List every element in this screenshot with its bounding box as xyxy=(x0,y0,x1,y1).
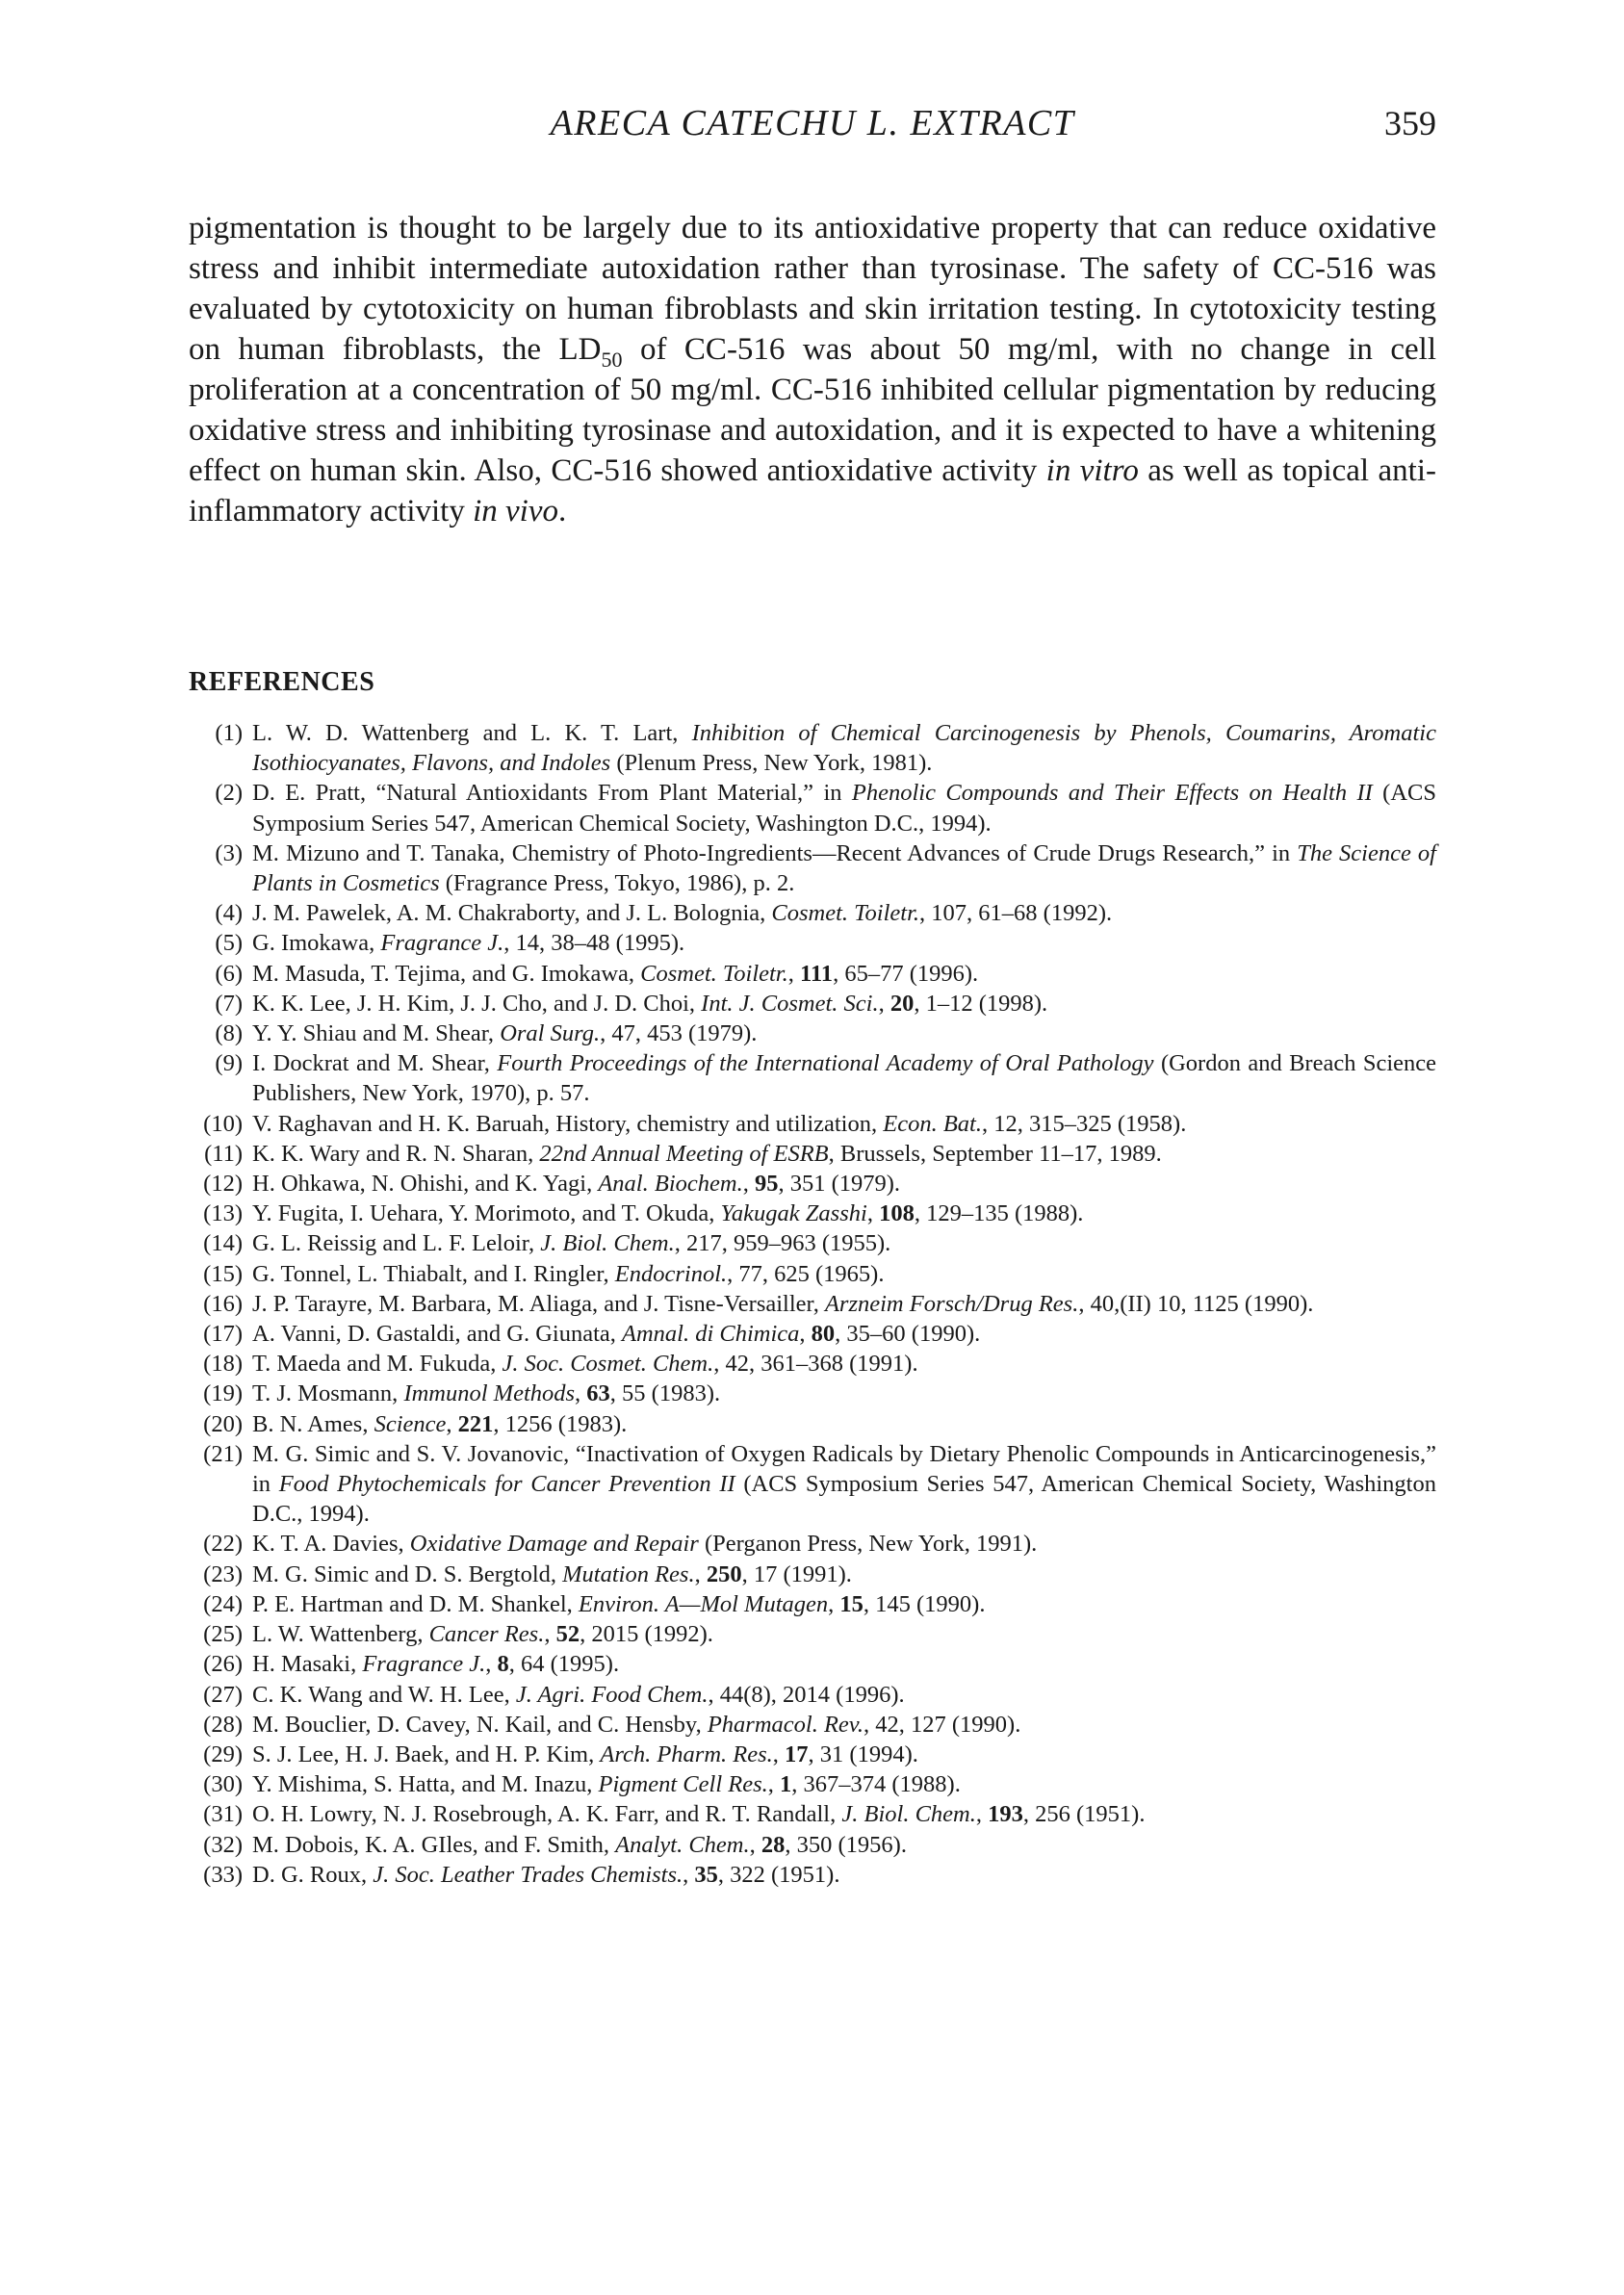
reference-text: M. Dobois, K. A. GIles, and F. Smith, Analyt. Chem., 28, 350 (1956). xyxy=(252,1831,907,1858)
reference-item xyxy=(189,928,1436,958)
reference-text: P. E. Hartman and D. M. Shankel, Environ. A—Mol Mutagen, 15, 145 (1990). xyxy=(252,1590,986,1617)
reference-number: (23) xyxy=(203,1560,243,1587)
reference-number: (32) xyxy=(203,1831,243,1858)
reference-item xyxy=(189,1289,1436,1319)
reference-text: T. Maeda and M. Fukuda, J. Soc. Cosmet. Chem., 42, 361–368 (1991). xyxy=(252,1351,918,1378)
reference-item xyxy=(189,1349,1436,1379)
reference-number: (16) xyxy=(203,1290,243,1317)
reference-text: L. W. Wattenberg, Cancer Res., 52, 2015 (1992). xyxy=(252,1621,713,1648)
reference-text: I. Dockrat and M. Shear, Fourth Proceedings of the International Academy of Oral Pathology (Gordon and Breach Science Publishers, New York, 1970), p. 57. xyxy=(252,1050,1436,1107)
reference-text: H. Masaki, Fragrance J., 8, 64 (1995). xyxy=(252,1651,620,1678)
reference-number: (12) xyxy=(203,1171,243,1198)
reference-text: M. Masuda, T. Tejima, and G. Imokawa, Cosmet. Toiletr., 111, 65–77 (1996). xyxy=(252,960,979,987)
reference-text: M. Mizuno and T. Tanaka, Chemistry of Photo-Ingredients—Recent Advances of Crude Drugs Research,” in The Science of Plants in Cosmetics (Fragrance Press, Tokyo, 1986), p. 2. xyxy=(252,839,1436,897)
reference-text: D. E. Pratt, “Natural Antioxidants From Plant Material,” in Phenolic Compounds and Their Effects on Health II (ACS Symposium Series 547, American Chemical Society, Washington D.C., 1994). xyxy=(252,780,1436,837)
reference-item xyxy=(189,1710,1436,1740)
reference-number: (10) xyxy=(203,1110,243,1137)
reference-item xyxy=(189,718,1436,778)
reference-list xyxy=(189,718,1436,1890)
reference-item xyxy=(189,1019,1436,1048)
reference-item xyxy=(189,1139,1436,1169)
reference-item xyxy=(189,989,1436,1019)
reference-text: B. N. Ames, Science, 221, 1256 (1983). xyxy=(252,1410,628,1437)
reference-number: (11) xyxy=(204,1140,243,1167)
reference-item xyxy=(189,1740,1436,1769)
reference-text: K. K. Wary and R. N. Sharan, 22nd Annual Meeting of ESRB, Brussels, September 11–17, 1989. xyxy=(252,1140,1162,1167)
reference-text: Y. Fugita, I. Uehara, Y. Morimoto, and T. Okuda, Yakugak Zasshi, 108, 129–135 (1988). xyxy=(252,1200,1084,1227)
reference-item xyxy=(189,1379,1436,1408)
reference-number: (25) xyxy=(203,1621,243,1648)
reference-item xyxy=(189,778,1436,838)
reference-number: (9) xyxy=(215,1050,243,1077)
reference-item xyxy=(189,1259,1436,1289)
reference-number: (18) xyxy=(203,1351,243,1378)
reference-text: L. W. D. Wattenberg and L. K. T. Lart, Inhibition of Chemical Carcinogenesis by Phenols, Coumarins, Aromatic Isothiocyanates, Flavons, and Indoles (Plenum Press, New York, 1981). xyxy=(252,720,1436,777)
running-title: ARECA CATECHU L. EXTRACT xyxy=(550,103,1075,143)
reference-text: J. M. Pawelek, A. M. Chakraborty, and J. L. Bolognia, Cosmet. Toiletr., 107, 61–68 (1992). xyxy=(252,900,1113,927)
body-paragraph-text: pigmentation is thought to be largely due to its antioxidative property that can reduce oxidative stress and inhibit intermediate autoxidation rather than tyrosinase. The safety of CC-516 was evaluated by cytotoxicity on human fibroblasts and skin irritation testing. In cytotoxicity testing on human fibroblasts, the $LD_{50}$ of CC-516 was about 50 mg/ml, with no change in cell proliferation at a concentration of 50 mg/ml. CC-516 inhibited cellular pigmentation by reducing oxidative stress and inhibiting tyrosinase and autoxidation, and it is expected to have a whitening effect on human skin. Also, CC-516 showed antioxidative activity in vitro as well as topical anti-inflammatory activity in vivo. xyxy=(189,211,1437,529)
reference-item xyxy=(189,1169,1436,1199)
reference-item xyxy=(189,1048,1436,1108)
reference-number: (3) xyxy=(215,839,243,866)
reference-text: T. J. Mosmann, Immunol Methods, 63, 55 (1983). xyxy=(252,1380,721,1407)
reference-item xyxy=(189,1830,1436,1860)
reference-number: (6) xyxy=(215,960,243,987)
references-heading: REFERENCES xyxy=(189,667,375,697)
reference-item xyxy=(189,1109,1436,1139)
reference-item xyxy=(189,1649,1436,1679)
reference-item xyxy=(189,1619,1436,1649)
reference-item xyxy=(189,1409,1436,1439)
reference-item xyxy=(189,1228,1436,1258)
reference-number: (1) xyxy=(215,720,243,746)
reference-number: (13) xyxy=(203,1200,243,1227)
reference-text: K. T. A. Davies, Oxidative Damage and Repair (Perganon Press, New York, 1991). xyxy=(252,1531,1038,1558)
reference-number: (26) xyxy=(203,1651,243,1678)
reference-item xyxy=(189,1529,1436,1559)
reference-number: (8) xyxy=(215,1020,243,1047)
reference-item xyxy=(189,1769,1436,1799)
reference-number: (15) xyxy=(203,1260,243,1287)
reference-number: (20) xyxy=(203,1410,243,1437)
reference-number: (4) xyxy=(215,900,243,927)
reference-text: G. Tonnel, L. Thiabalt, and I. Ringler, Endocrinol., 77, 625 (1965). xyxy=(252,1260,885,1287)
reference-number: (27) xyxy=(203,1681,243,1708)
reference-text: Y. Mishima, S. Hatta, and M. Inazu, Pigment Cell Res., 1, 367–374 (1988). xyxy=(252,1771,961,1798)
reference-item xyxy=(189,1560,1436,1589)
reference-number: (21) xyxy=(203,1440,243,1467)
reference-text: A. Vanni, D. Gastaldi, and G. Giunata, Amnal. di Chimica, 80, 35–60 (1990). xyxy=(252,1321,981,1348)
reference-text: C. K. Wang and W. H. Lee, J. Agri. Food Chem., 44(8), 2014 (1996). xyxy=(252,1681,905,1708)
reference-item xyxy=(189,1439,1436,1530)
reference-item xyxy=(189,1199,1436,1228)
reference-number: (30) xyxy=(203,1771,243,1798)
reference-item xyxy=(189,959,1436,989)
body-paragraph xyxy=(189,208,1436,531)
reference-text: M. Bouclier, D. Cavey, N. Kail, and C. Hensby, Pharmacol. Rev., 42, 127 (1990). xyxy=(252,1711,1021,1738)
reference-text: H. Ohkawa, N. Ohishi, and K. Yagi, Anal. Biochem., 95, 351 (1979). xyxy=(252,1171,901,1198)
reference-text: D. G. Roux, J. Soc. Leather Trades Chemists., 35, 322 (1951). xyxy=(252,1861,840,1888)
reference-item xyxy=(189,838,1436,898)
reference-text: J. P. Tarayre, M. Barbara, M. Aliaga, and J. Tisne-Versailler, Arzneim Forsch/Drug Res., 40,(II) 10, 1125 (1990). xyxy=(252,1290,1314,1317)
reference-text: K. K. Lee, J. H. Kim, J. J. Cho, and J. D. Choi, Int. J. Cosmet. Sci., 20, 1–12 (1998). xyxy=(252,990,1048,1017)
reference-text: M. G. Simic and S. V. Jovanovic, “Inactivation of Oxygen Radicals by Dietary Phenolic Compounds in Anticarcinogenesis,” in Food Phytochemicals for Cancer Prevention II (ACS Symposium Series 547, American Chemical Society, Washington D.C., 1994). xyxy=(252,1440,1436,1528)
reference-item xyxy=(189,898,1436,928)
reference-number: (29) xyxy=(203,1741,243,1767)
reference-text: O. H. Lowry, N. J. Rosebrough, A. K. Farr, and R. T. Randall, J. Biol. Chem., 193, 256 (1951). xyxy=(252,1801,1146,1828)
reference-item xyxy=(189,1589,1436,1619)
reference-number: (19) xyxy=(203,1380,243,1407)
reference-text: G. Imokawa, Fragrance J., 14, 38–48 (1995). xyxy=(252,930,685,957)
reference-text: M. G. Simic and D. S. Bergtold, Mutation Res., 250, 17 (1991). xyxy=(252,1560,852,1587)
reference-number: (22) xyxy=(203,1531,243,1558)
reference-number: (7) xyxy=(215,990,243,1017)
reference-text: V. Raghavan and H. K. Baruah, History, chemistry and utilization, Econ. Bat., 12, 315–325 (1958). xyxy=(252,1110,1187,1137)
reference-number: (17) xyxy=(203,1321,243,1348)
page-number: 359 xyxy=(1384,104,1436,142)
reference-text: G. L. Reissig and L. F. Leloir, J. Biol. Chem., 217, 959–963 (1955). xyxy=(252,1230,891,1257)
reference-number: (28) xyxy=(203,1711,243,1738)
reference-number: (5) xyxy=(215,930,243,957)
reference-number: (24) xyxy=(203,1590,243,1617)
reference-number: (31) xyxy=(203,1801,243,1828)
reference-text: S. J. Lee, H. J. Baek, and H. P. Kim, Arch. Pharm. Res., 17, 31 (1994). xyxy=(252,1741,918,1767)
reference-text: Y. Y. Shiau and M. Shear, Oral Surg., 47, 453 (1979). xyxy=(252,1020,758,1047)
running-head xyxy=(189,102,1436,144)
reference-number: (2) xyxy=(215,780,243,807)
reference-item xyxy=(189,1860,1436,1890)
reference-item xyxy=(189,1799,1436,1829)
reference-item xyxy=(189,1319,1436,1349)
reference-item xyxy=(189,1680,1436,1710)
reference-number: (33) xyxy=(203,1861,243,1888)
reference-number: (14) xyxy=(203,1230,243,1257)
